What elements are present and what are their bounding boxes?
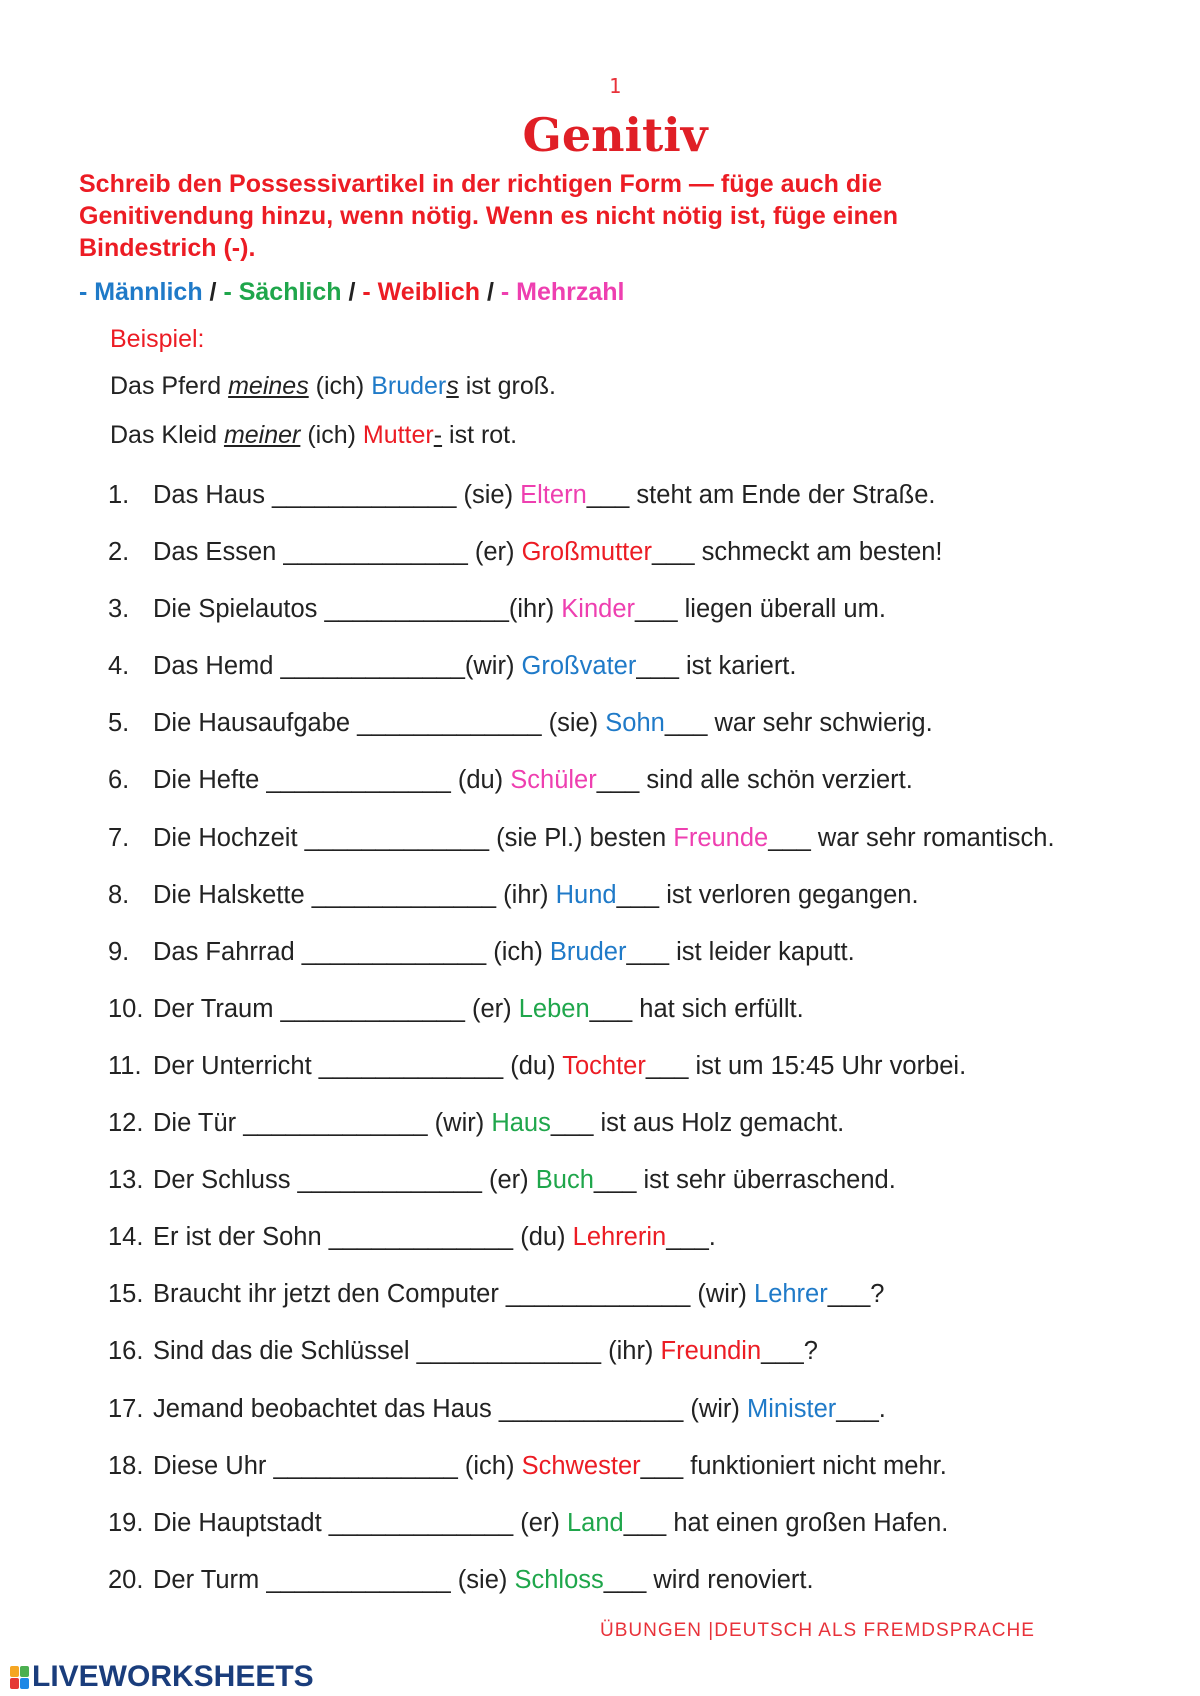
exercise-noun: Lehrerin bbox=[572, 1223, 667, 1252]
legend-separator: / bbox=[480, 278, 501, 306]
exercise-number: 13. bbox=[108, 1166, 144, 1195]
exercise-sentence bbox=[153, 766, 913, 795]
exercise-text: Der Unterricht _____________ (du) bbox=[153, 1051, 563, 1080]
exercise-noun: Leben bbox=[518, 994, 590, 1023]
exercise-noun: Haus bbox=[491, 1109, 551, 1138]
exercise-number: 8. bbox=[108, 880, 130, 909]
logo-icon bbox=[10, 1666, 29, 1689]
legend-separator: / bbox=[341, 278, 363, 306]
exercise-item bbox=[0, 881, 1200, 938]
exercise-item bbox=[0, 1052, 1200, 1109]
example-text: Das Pferd bbox=[110, 372, 229, 400]
exercise-number: 17. bbox=[108, 1394, 144, 1423]
example-text: Das Kleid bbox=[110, 421, 224, 449]
exercise-sentence bbox=[153, 1509, 948, 1538]
exercise-number: 6. bbox=[108, 766, 130, 795]
page-title: Genitiv bbox=[522, 108, 708, 162]
exercise-text: ___ ist leider kaputt. bbox=[626, 937, 855, 966]
exercise-text: ___ steht am Ende der Straße. bbox=[586, 481, 936, 509]
exercise-text: ___ ist um 15:45 Uhr vorbei. bbox=[645, 1051, 967, 1080]
example-noun: Mutter bbox=[362, 421, 434, 449]
exercise-noun: Großvater bbox=[521, 652, 637, 681]
exercise-item bbox=[0, 1223, 1200, 1280]
exercise-text: ___ hat sich erfüllt. bbox=[589, 994, 804, 1023]
exercise-sentence bbox=[153, 938, 855, 967]
exercise-text: ___ ist kariert. bbox=[636, 652, 797, 681]
exercise-sentence bbox=[153, 709, 933, 738]
exercise-sentence bbox=[153, 1566, 814, 1595]
example-text: ist rot. bbox=[442, 421, 518, 449]
legend-neuter: - Sächlich bbox=[223, 278, 342, 306]
exercise-noun: Minister bbox=[746, 1394, 837, 1423]
exercise-noun: Hund bbox=[555, 880, 617, 909]
exercise-sentence bbox=[153, 481, 936, 510]
exercise-noun: Eltern bbox=[520, 481, 587, 509]
exercise-item bbox=[0, 538, 1200, 595]
example-article: meines bbox=[228, 372, 309, 400]
exercise-text: Die Spielautos _____________(ihr) bbox=[153, 595, 562, 624]
logo-text: LIVEWORKSHEETS bbox=[32, 1660, 314, 1693]
exercise-text: Die Halskette _____________ (ihr) bbox=[153, 880, 556, 909]
example-text: ist groß. bbox=[458, 372, 556, 400]
legend-male: - Männlich bbox=[79, 278, 203, 306]
exercise-text: Das Fahrrad _____________ (ich) bbox=[153, 937, 550, 966]
exercise-text: ___ hat einen großen Hafen. bbox=[623, 1508, 949, 1537]
exercise-text: Das Essen _____________ (er) bbox=[153, 538, 522, 567]
exercise-number: 5. bbox=[108, 709, 130, 738]
exercise-item bbox=[0, 1109, 1200, 1166]
exercise-text: ___ ist aus Holz gemacht. bbox=[550, 1109, 845, 1138]
exercise-text: Jemand beobachtet das Haus _____________ (wir) bbox=[153, 1394, 747, 1423]
example-ending: s bbox=[446, 372, 459, 400]
exercise-text: ___ wird renoviert. bbox=[603, 1565, 814, 1594]
exercise-text: ___? bbox=[827, 1280, 885, 1309]
exercise-number: 12. bbox=[108, 1109, 144, 1138]
exercise-text: ___? bbox=[761, 1337, 818, 1366]
exercise-number: 1. bbox=[108, 481, 130, 509]
exercise-noun: Großmutter bbox=[521, 538, 652, 567]
exercise-item bbox=[0, 766, 1200, 823]
exercise-text: Diese Uhr _____________ (ich) bbox=[153, 1451, 522, 1480]
exercise-text: Der Traum _____________ (er) bbox=[153, 994, 519, 1023]
exercise-text: Sind das die Schlüssel _____________ (ihr) bbox=[153, 1337, 661, 1366]
footer-text: ÜBUNGEN |DEUTSCH ALS FREMDSPRACHE bbox=[600, 1620, 1035, 1641]
exercise-noun: Buch bbox=[535, 1166, 594, 1195]
exercise-sentence bbox=[153, 1166, 896, 1195]
exercise-text: Der Schluss _____________ (er) bbox=[153, 1166, 536, 1195]
liveworksheets-logo bbox=[10, 1660, 314, 1694]
exercise-noun: Freundin bbox=[660, 1337, 762, 1366]
exercise-text: ___. bbox=[666, 1223, 716, 1252]
exercise-number: 16. bbox=[108, 1337, 144, 1366]
exercise-item bbox=[0, 709, 1200, 766]
exercise-sentence bbox=[153, 595, 886, 624]
example-pronoun: (ich) bbox=[300, 421, 363, 449]
instructions: Schreib den Possessivartikel in der richtigen Form — füge auch die Genitivendung hinzu, wenn nötig. Wenn es nicht nötig ist, füge einen Bindestrich (-). bbox=[79, 170, 898, 262]
exercise-sentence bbox=[153, 881, 919, 910]
exercise-item bbox=[0, 1452, 1200, 1509]
exercise-noun: Schüler bbox=[510, 766, 597, 795]
exercise-text: Er ist der Sohn _____________ (du) bbox=[153, 1223, 573, 1252]
exercise-text: Das Hemd _____________(wir) bbox=[153, 652, 522, 681]
exercise-text: Braucht ihr jetzt den Computer _____________ (wir) bbox=[153, 1280, 755, 1309]
gender-legend bbox=[79, 278, 624, 307]
exercise-item bbox=[0, 1280, 1200, 1337]
exercise-noun: Schloss bbox=[514, 1565, 604, 1594]
exercise-noun: Schwester bbox=[521, 1451, 641, 1480]
exercise-noun: Lehrer bbox=[754, 1280, 828, 1309]
exercise-noun: Sohn bbox=[605, 709, 665, 738]
exercise-text: Das Haus _____________ (sie) bbox=[153, 481, 521, 509]
exercise-text: ___ war sehr romantisch. bbox=[768, 823, 1055, 852]
exercise-number: 9. bbox=[108, 937, 130, 966]
exercise-number: 7. bbox=[108, 823, 130, 852]
exercise-noun: Kinder bbox=[561, 595, 636, 624]
exercise-item bbox=[0, 824, 1200, 881]
exercise-item bbox=[0, 938, 1200, 995]
exercise-text: ___ ist verloren gegangen. bbox=[616, 880, 919, 909]
exercise-text: Die Hausaufgabe _____________ (sie) bbox=[153, 709, 606, 738]
example-label: Beispiel: bbox=[110, 325, 205, 353]
exercise-number: 18. bbox=[108, 1451, 144, 1480]
exercise-text: ___ liegen überall um. bbox=[635, 595, 886, 624]
exercise-sentence bbox=[153, 995, 804, 1024]
page-number: 1 bbox=[608, 74, 622, 98]
exercise-number: 2. bbox=[108, 538, 130, 567]
exercise-number: 19. bbox=[108, 1508, 144, 1537]
exercise-text: Die Hauptstadt _____________ (er) bbox=[153, 1508, 567, 1537]
exercise-sentence bbox=[153, 538, 943, 567]
example-pronoun: (ich) bbox=[308, 372, 372, 400]
exercise-number: 15. bbox=[108, 1280, 144, 1309]
exercise-number: 4. bbox=[108, 652, 130, 681]
exercise-sentence bbox=[153, 1223, 716, 1252]
exercise-sentence bbox=[153, 1280, 884, 1309]
exercise-item bbox=[0, 595, 1200, 652]
exercise-number: 14. bbox=[108, 1223, 144, 1252]
exercise-text: ___ war sehr schwierig. bbox=[664, 709, 933, 738]
example-noun: Bruder bbox=[371, 372, 447, 400]
exercise-number: 10. bbox=[108, 994, 144, 1023]
example-line-1 bbox=[110, 372, 556, 401]
exercise-number: 20. bbox=[108, 1565, 144, 1594]
exercise-noun: Tochter bbox=[562, 1051, 646, 1080]
exercise-item bbox=[0, 1166, 1200, 1223]
exercise-item bbox=[0, 652, 1200, 709]
exercise-sentence bbox=[153, 1452, 947, 1481]
exercise-text: Der Turm _____________ (sie) bbox=[153, 1565, 515, 1594]
exercise-text: ___ schmeckt am besten! bbox=[651, 538, 943, 567]
exercise-item bbox=[0, 1395, 1200, 1452]
exercise-sentence bbox=[153, 1052, 966, 1081]
exercise-item bbox=[0, 1566, 1200, 1623]
exercise-noun: Land bbox=[566, 1508, 624, 1537]
exercise-item bbox=[0, 995, 1200, 1052]
legend-separator: / bbox=[202, 278, 224, 306]
exercise-sentence bbox=[153, 824, 1055, 853]
exercise-text: ___ ist sehr überraschend. bbox=[593, 1166, 896, 1195]
exercise-sentence bbox=[153, 1337, 818, 1366]
legend-female: - Weiblich bbox=[362, 278, 480, 306]
exercise-list bbox=[0, 481, 1200, 1623]
exercise-text: Die Tür _____________ (wir) bbox=[153, 1109, 492, 1138]
example-line-2 bbox=[110, 421, 517, 450]
exercise-text: Die Hefte _____________ (du) bbox=[153, 766, 511, 795]
exercise-item bbox=[0, 1509, 1200, 1566]
exercise-text: ___. bbox=[836, 1394, 886, 1423]
exercise-sentence bbox=[153, 652, 796, 681]
exercise-sentence bbox=[153, 1109, 844, 1138]
exercise-text: ___ sind alle schön verziert. bbox=[596, 766, 913, 795]
exercise-number: 3. bbox=[108, 595, 130, 624]
exercise-item bbox=[0, 481, 1200, 538]
exercise-noun: Bruder bbox=[549, 937, 627, 966]
exercise-noun: Freunde bbox=[673, 823, 769, 852]
exercise-text: Die Hochzeit _____________ (sie Pl.) besten bbox=[153, 823, 674, 852]
exercise-item bbox=[0, 1337, 1200, 1394]
exercise-text: ___ funktioniert nicht mehr. bbox=[640, 1451, 947, 1480]
example-article: meiner bbox=[223, 421, 301, 449]
exercise-sentence bbox=[153, 1395, 886, 1424]
exercise-number: 11. bbox=[108, 1051, 142, 1080]
legend-plural: - Mehrzahl bbox=[500, 278, 625, 306]
example-ending: - bbox=[433, 421, 443, 449]
